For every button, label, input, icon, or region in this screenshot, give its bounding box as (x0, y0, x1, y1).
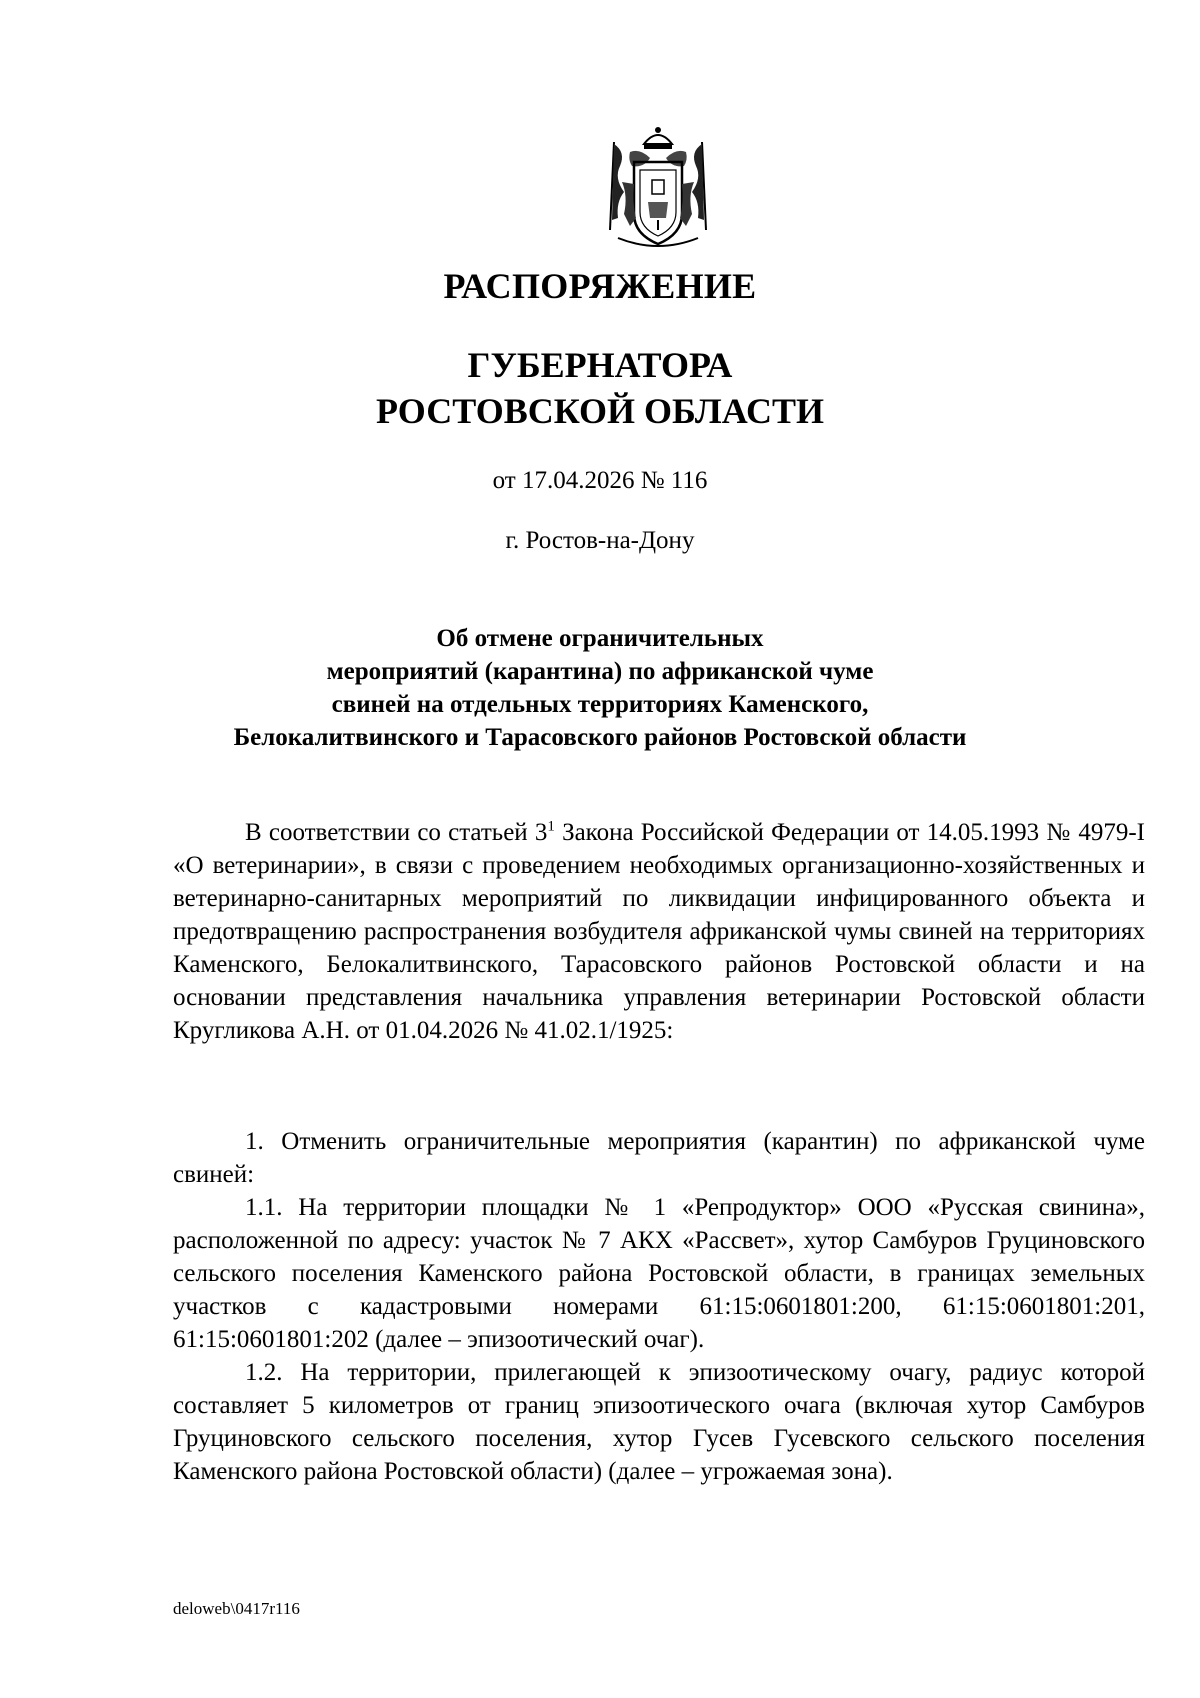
point-1-1: 1.1. На территории площадки № 1 «Репродуктор» ООО «Русская свинина», расположенной по адресу: участок № 7 АКХ «Рассвет», хутор Самбуров Груциновского сельского поселения Каменского района Ростовской области, в границах земельных участков с кадастровыми номерами 61:15:0601801:200, 61:15:0601801:201, 61:15:0601801:202 (далее – эпизоотический очаг). (173, 1194, 1145, 1353)
footer-document-code: deloweb\0417r116 (173, 1599, 300, 1618)
document-type: РАСПОРЯЖЕНИЕ (443, 266, 757, 306)
preamble-text-start: В соответствии со статьей 3 (245, 819, 548, 846)
points-section (173, 1125, 1145, 1488)
point-1-2: 1.2. На территории, прилегающей к эпизоотическому очагу, радиус которой составляет 5 километров от границ эпизоотического очага (включая хутор Самбуров Груциновского сельского поселения, хутор Гусев Гусевского сельского поселения Каменского района Ростовской области) (далее – угрожаемая зона). (173, 1359, 1145, 1485)
document-date-number: от 17.04.2026 № 116 (492, 467, 708, 494)
preamble-paragraph (173, 816, 1145, 1047)
document-city: г. Ростов-на-Дону (505, 527, 695, 554)
subject-line: мероприятий (карантина) по африканской чуме (326, 658, 874, 685)
issuer-title (0, 342, 1200, 434)
point-1: 1. Отменить ограничительные мероприятия (карантин) по африканской чуме свиней: (173, 1128, 1145, 1188)
preamble-section (173, 816, 1145, 1047)
subject-line: свиней на отдельных территориях Каменского, (331, 691, 869, 718)
coat-of-arms-icon (604, 122, 712, 252)
subject-line: Об отмене ограничительных (436, 625, 764, 652)
subject-line: Белокалитвинского и Тарасовского районов Ростовской области (233, 724, 967, 751)
article-superscript: 1 (547, 818, 555, 835)
issuer-line: РОСТОВСКОЙ ОБЛАСТИ (376, 391, 824, 431)
issuer-line: ГУБЕРНАТОРА (467, 345, 733, 385)
document-subject (0, 622, 1200, 754)
preamble-text-rest: Закона Российской Федерации от 14.05.1993 № 4979-I «О ветеринарии», в связи с проведением необходимых организационно-хозяйственных и ветеринарно-санитарных мероприятий по ликвидации инфицированного объекта и предотвращению распространения возбудителя африканской чумы свиней на территориях Каменского, Белокалитвинского, Тарасовского районов Ростовской области и на основании представления начальника управления ветеринарии Ростовской области Кругликова А.Н. от 01.04.2026 № 41.02.1/1925: (173, 819, 1145, 1044)
